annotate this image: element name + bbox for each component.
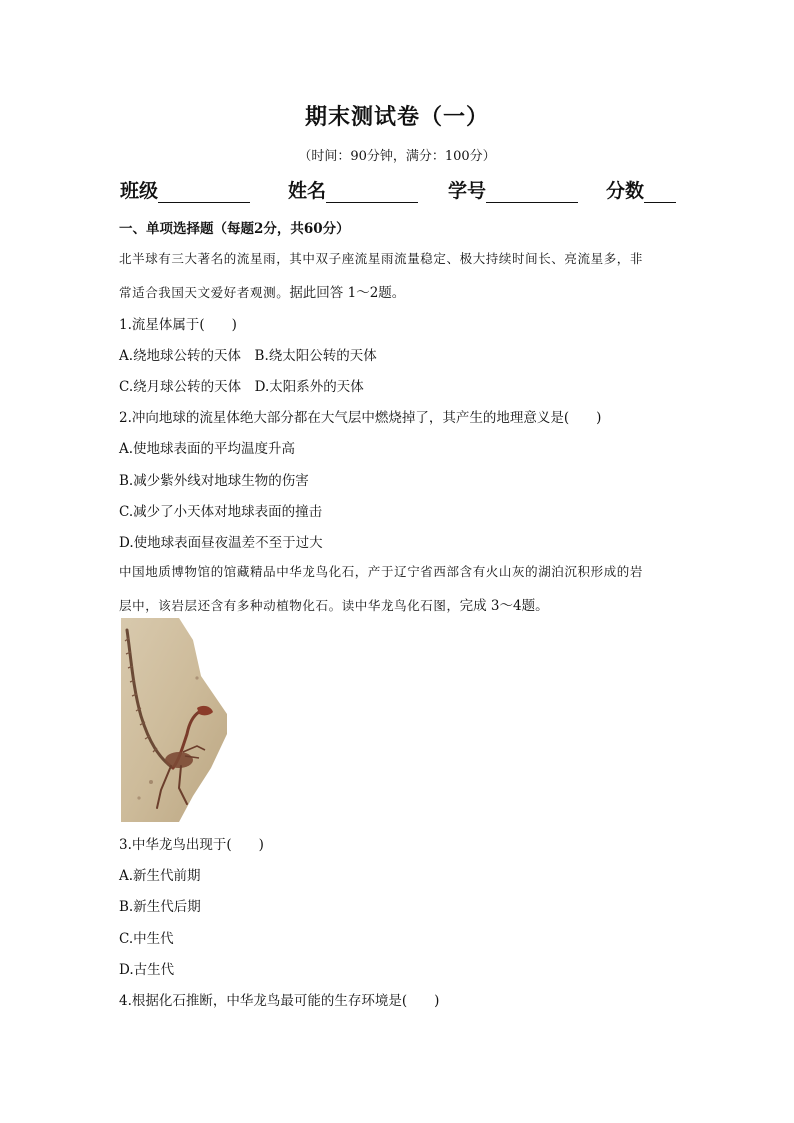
section-heading: 一、单项选择题（每题2分，共60分）	[119, 221, 350, 237]
question-3-option-d: D.古生代	[119, 962, 175, 978]
exam-title: 期末测试卷（一）	[304, 104, 489, 130]
passage-1-line-2	[119, 281, 405, 301]
passage-2-instruction: 完成 3～4题。	[459, 598, 549, 614]
student-id-blank[interactable]	[486, 182, 578, 203]
question-2-option-b: B.减少紫外线对地球生物的伤害	[119, 473, 309, 489]
passage-2-text: 层中，该岩层还含有多种动植物化石。读中华龙鸟化石图，	[119, 598, 460, 613]
passage-2-line-1: 中国地质博物馆的馆藏精品中华龙鸟化石，产于辽宁省西部含有火山灰的湖泊沉积形成的岩	[119, 564, 644, 579]
question-2-option-d: D.使地球表面昼夜温差不至于过大	[119, 535, 323, 551]
question-1-stem: 1.流星体属于( )	[119, 317, 237, 333]
class-label: 班级	[120, 180, 159, 202]
name-field[interactable]	[288, 176, 418, 203]
score-label: 分数	[606, 180, 645, 202]
question-1-options-row-2: C.绕月球公转的天体 D.太阳系外的天体	[119, 379, 364, 395]
question-4-stem: 4.根据化石推断，中华龙鸟最可能的生存环境是( )	[119, 993, 440, 1009]
question-2-stem: 2.冲向地球的流星体绝大部分都在大气层中燃烧掉了，其产生的地理意义是( )	[119, 410, 602, 426]
passage-1-instruction: 据此回答 1～2题。	[289, 285, 406, 301]
sinosauropteryx-fossil-image	[121, 618, 227, 822]
passage-1-text: 常适合我国天文爱好者观测。	[119, 285, 290, 300]
student-id-field[interactable]	[448, 176, 578, 203]
question-3-stem: 3.中华龙鸟出现于( )	[119, 837, 264, 853]
class-blank[interactable]	[158, 182, 250, 203]
student-id-label: 学号	[448, 180, 487, 202]
student-info-row	[120, 176, 676, 202]
question-3-option-b: B.新生代后期	[119, 899, 201, 915]
question-1-options-row-1: A.绕地球公转的天体 B.绕太阳公转的天体	[119, 348, 377, 364]
exam-subtitle: （时间：90分钟，满分：100分）	[298, 149, 496, 164]
question-2-option-a: A.使地球表面的平均温度升高	[119, 441, 296, 457]
question-2-option-c: C.减少了小天体对地球表面的撞击	[119, 504, 323, 520]
score-field[interactable]	[606, 176, 676, 203]
question-3-option-a: A.新生代前期	[119, 868, 201, 884]
score-blank[interactable]	[644, 182, 676, 203]
name-blank[interactable]	[326, 182, 418, 203]
name-label: 姓名	[288, 180, 327, 202]
question-3-option-c: C.中生代	[119, 931, 174, 947]
passage-2-line-2	[119, 594, 549, 614]
class-field[interactable]	[120, 176, 250, 203]
passage-1-line-1: 北半球有三大著名的流星雨，其中双子座流星雨流量稳定、极大持续时间长、亮流星多，非	[119, 251, 644, 266]
